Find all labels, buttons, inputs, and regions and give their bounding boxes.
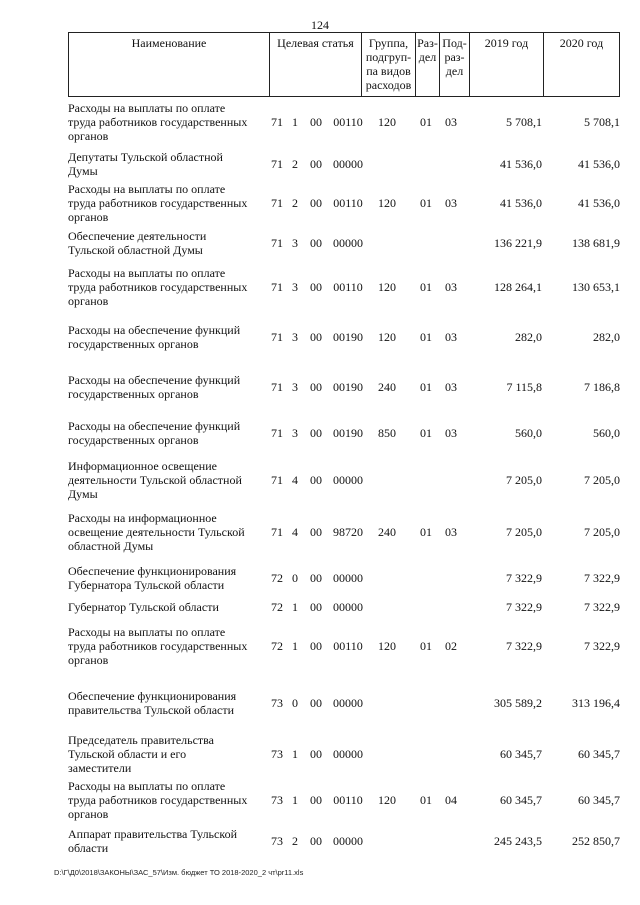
table-row: [68, 362, 620, 411]
target-program: 71: [271, 115, 283, 129]
expense-group: [360, 455, 414, 505]
target-program: 71: [271, 473, 283, 487]
amount-2020: 282,0: [593, 329, 620, 344]
expense-group: [360, 147, 414, 181]
row-name: Обеспечение функционирования Губернатора Тульской области: [68, 563, 237, 592]
target-program: 73: [271, 746, 283, 761]
target-subprogram: 1: [292, 793, 298, 807]
razdel: [414, 730, 438, 777]
razdel: [414, 675, 438, 730]
razdel: 01: [420, 115, 432, 129]
target-subprogram: 3: [292, 236, 298, 250]
row-name: Обеспечение функционирования правительства Тульской области: [68, 688, 237, 717]
amount-2019: 7 115,8: [506, 379, 542, 394]
razdel: 01: [420, 195, 432, 210]
target-subprogram: 1: [292, 639, 298, 653]
amount-2020: 313 196,4: [572, 695, 620, 710]
row-name: Губернатор Тульской области: [68, 600, 219, 614]
target-subprogram: 3: [292, 379, 298, 394]
razdel: [414, 558, 438, 597]
table-row: [68, 262, 620, 311]
amount-2019: 560,0: [515, 426, 542, 440]
razdel: [414, 224, 438, 262]
amount-2020: 41 536,0: [578, 195, 620, 210]
expense-group: 240: [378, 524, 396, 539]
header-2019: 2019 год: [469, 33, 543, 96]
expense-group: 120: [378, 279, 396, 294]
expense-group: 240: [378, 379, 396, 394]
target-direction: 00190: [333, 329, 363, 344]
target-subprogram: 2: [292, 195, 298, 210]
header-target: Целевая статья: [269, 33, 361, 96]
row-name: Председатель правительства Тульской области и его заместители: [68, 732, 215, 775]
target-main-event: 00: [310, 793, 322, 807]
razdel: 01: [420, 379, 432, 394]
target-program: 73: [271, 793, 283, 807]
podrazdel: [438, 224, 464, 262]
amount-2019: 305 589,2: [494, 695, 542, 710]
row-name: Информационное освещение деятельности Тульской областной Думы: [68, 459, 242, 501]
amount-2020: 60 345,7: [578, 746, 620, 761]
amount-2020: 7 205,0: [584, 473, 620, 487]
amount-2020: 60 345,7: [578, 793, 620, 807]
row-name: Расходы на обеспечение функций государственных органов: [68, 419, 241, 447]
target-main-event: 00: [310, 195, 322, 210]
amount-2019: 7 205,0: [506, 524, 542, 539]
target-direction: 00000: [333, 236, 363, 250]
target-subprogram: 2: [292, 157, 298, 171]
table-row: [68, 730, 620, 777]
row-name: Расходы на выплаты по оплате труда работников государственных органов: [68, 625, 248, 667]
target-subprogram: 1: [292, 600, 298, 614]
target-main-event: 00: [310, 379, 322, 394]
podrazdel: 03: [445, 115, 457, 129]
target-subprogram: 0: [292, 570, 298, 585]
expense-group: 120: [378, 115, 396, 129]
target-program: 71: [271, 157, 283, 171]
target-program: 71: [271, 426, 283, 440]
amount-2019: 128 264,1: [494, 279, 542, 294]
target-direction: 00110: [333, 639, 363, 653]
table-row: [68, 97, 620, 147]
amount-2020: 7 322,9: [584, 639, 620, 653]
amount-2020: 7 205,0: [584, 524, 620, 539]
target-main-event: 00: [310, 473, 322, 487]
podrazdel: [438, 558, 464, 597]
table-header: [68, 32, 620, 97]
amount-2019: 41 536,0: [500, 195, 542, 210]
expense-group: [360, 558, 414, 597]
header-podrazdel: Под- раз- дел: [439, 33, 469, 96]
amount-2019: 245 243,5: [494, 834, 542, 848]
target-direction: 00110: [333, 195, 363, 210]
target-subprogram: 3: [292, 426, 298, 440]
header-name: Наименование: [131, 36, 207, 50]
row-name: Расходы на обеспечение функций государственных органов: [68, 322, 241, 351]
target-program: 71: [271, 236, 283, 250]
razdel: 01: [420, 426, 432, 440]
podrazdel: [438, 823, 464, 859]
target-main-event: 00: [310, 524, 322, 539]
file-path: D:\Г\Д0\2018\ЗАКОНЫ\ЗАС_57\Изм. бюджет ТО 2018-2020_2 чт\pr11.xls: [54, 868, 304, 877]
target-direction: 00110: [333, 279, 363, 294]
target-program: 71: [271, 279, 283, 294]
target-subprogram: 4: [292, 524, 298, 539]
podrazdel: 03: [445, 279, 457, 294]
podrazdel: 03: [445, 329, 457, 344]
amount-2020: 138 681,9: [572, 236, 620, 250]
expense-group: 120: [378, 639, 396, 653]
expense-group: [360, 823, 414, 859]
target-program: 72: [271, 570, 283, 585]
razdel: 01: [420, 279, 432, 294]
amount-2019: 282,0: [515, 329, 542, 344]
amount-2019: 136 221,9: [494, 236, 542, 250]
target-subprogram: 1: [292, 746, 298, 761]
target-main-event: 00: [310, 570, 322, 585]
expense-group: 120: [378, 793, 396, 807]
table-row: [68, 777, 620, 823]
target-program: 73: [271, 695, 283, 710]
amount-2019: 5 708,1: [506, 115, 542, 129]
amount-2019: 60 345,7: [500, 793, 542, 807]
target-program: 71: [271, 329, 283, 344]
target-direction: 00000: [333, 473, 363, 487]
podrazdel: 04: [445, 793, 457, 807]
amount-2020: 560,0: [593, 426, 620, 440]
target-program: 71: [271, 524, 283, 539]
table-row: [68, 311, 620, 362]
target-direction: 00110: [333, 115, 363, 129]
target-subprogram: 3: [292, 329, 298, 344]
target-direction: 00000: [333, 600, 363, 614]
target-main-event: 00: [310, 329, 322, 344]
row-name: Расходы на обеспечение функций государственных органов: [68, 372, 241, 401]
amount-2019: 60 345,7: [500, 746, 542, 761]
target-main-event: 00: [310, 115, 322, 129]
amount-2020: 5 708,1: [584, 115, 620, 129]
razdel: 01: [420, 524, 432, 539]
table-row: [68, 558, 620, 597]
expense-group: 850: [378, 426, 396, 440]
row-name: Аппарат правительства Тульской области: [68, 827, 238, 855]
table-row: [68, 505, 620, 558]
target-subprogram: 2: [292, 834, 298, 848]
target-program: 73: [271, 834, 283, 848]
amount-2019: 7 322,9: [506, 639, 542, 653]
table-row: [68, 147, 620, 181]
podrazdel: [438, 597, 464, 617]
row-name: Расходы на выплаты по оплате труда работников государственных органов: [68, 265, 248, 308]
target-main-event: 00: [310, 746, 322, 761]
target-direction: 00190: [333, 426, 363, 440]
razdel: [414, 823, 438, 859]
header-group: Группа, подгруп- па видов расходов: [361, 33, 415, 96]
table-row: [68, 455, 620, 505]
target-main-event: 00: [310, 639, 322, 653]
target-direction: 00110: [333, 793, 363, 807]
amount-2020: 252 850,7: [572, 834, 620, 848]
razdel: [414, 455, 438, 505]
target-direction: 00190: [333, 379, 363, 394]
target-program: 72: [271, 600, 283, 614]
table-row: [68, 675, 620, 730]
podrazdel: 03: [445, 379, 457, 394]
razdel: [414, 597, 438, 617]
podrazdel: [438, 455, 464, 505]
row-name: Обеспечение деятельности Тульской областной Думы: [68, 229, 207, 257]
target-subprogram: 1: [292, 115, 298, 129]
amount-2020: 41 536,0: [578, 157, 620, 171]
row-name: Расходы на выплаты по оплате труда работников государственных органов: [68, 101, 248, 143]
target-program: 72: [271, 639, 283, 653]
podrazdel: [438, 730, 464, 777]
table-row: [68, 224, 620, 262]
page-number: 124: [311, 18, 329, 32]
target-direction: 00000: [333, 695, 363, 710]
row-name: Расходы на выплаты по оплате труда работников государственных органов: [68, 181, 248, 224]
target-subprogram: 0: [292, 695, 298, 710]
header-razdel: Раз- дел: [415, 33, 439, 96]
amount-2020: 130 653,1: [572, 279, 620, 294]
podrazdel: [438, 147, 464, 181]
target-direction: 00000: [333, 746, 363, 761]
target-direction: 98720: [333, 524, 363, 539]
podrazdel: 03: [445, 426, 457, 440]
expense-group: 120: [378, 195, 396, 210]
target-main-event: 00: [310, 236, 322, 250]
target-main-event: 00: [310, 426, 322, 440]
target-main-event: 00: [310, 695, 322, 710]
table-row: [68, 617, 620, 675]
amount-2019: 7 322,9: [506, 570, 542, 585]
table-row: [68, 597, 620, 617]
target-direction: 00000: [333, 570, 363, 585]
target-subprogram: 4: [292, 473, 298, 487]
row-name: Расходы на информационное освещение деятельности Тульской областной Думы: [68, 510, 245, 553]
target-main-event: 00: [310, 600, 322, 614]
expense-group: [360, 597, 414, 617]
podrazdel: 03: [445, 195, 457, 210]
razdel: 01: [420, 329, 432, 344]
target-main-event: 00: [310, 834, 322, 848]
razdel: 01: [420, 639, 432, 653]
podrazdel: 02: [445, 639, 457, 653]
amount-2019: 7 322,9: [506, 600, 542, 614]
target-subprogram: 3: [292, 279, 298, 294]
target-direction: 00000: [333, 157, 363, 171]
expense-group: 120: [378, 329, 396, 344]
target-direction: 00000: [333, 834, 363, 848]
row-name: Расходы на выплаты по оплате труда работников государственных органов: [68, 779, 248, 821]
target-main-event: 00: [310, 279, 322, 294]
table-row: [68, 823, 620, 859]
expense-group: [360, 675, 414, 730]
amount-2019: 7 205,0: [506, 473, 542, 487]
amount-2020: 7 322,9: [584, 570, 620, 585]
target-main-event: 00: [310, 157, 322, 171]
header-2020: 2020 год: [543, 33, 619, 96]
table-row: [68, 411, 620, 455]
target-program: 71: [271, 379, 283, 394]
target-program: 71: [271, 195, 283, 210]
expense-group: [360, 224, 414, 262]
amount-2020: 7 322,9: [584, 600, 620, 614]
podrazdel: 03: [445, 524, 457, 539]
expense-group: [360, 730, 414, 777]
amount-2020: 7 186,8: [584, 379, 620, 394]
razdel: 01: [420, 793, 432, 807]
podrazdel: [438, 675, 464, 730]
amount-2019: 41 536,0: [500, 157, 542, 171]
table-row: [68, 181, 620, 224]
row-name: Депутаты Тульской областной Думы: [68, 150, 223, 178]
razdel: [414, 147, 438, 181]
